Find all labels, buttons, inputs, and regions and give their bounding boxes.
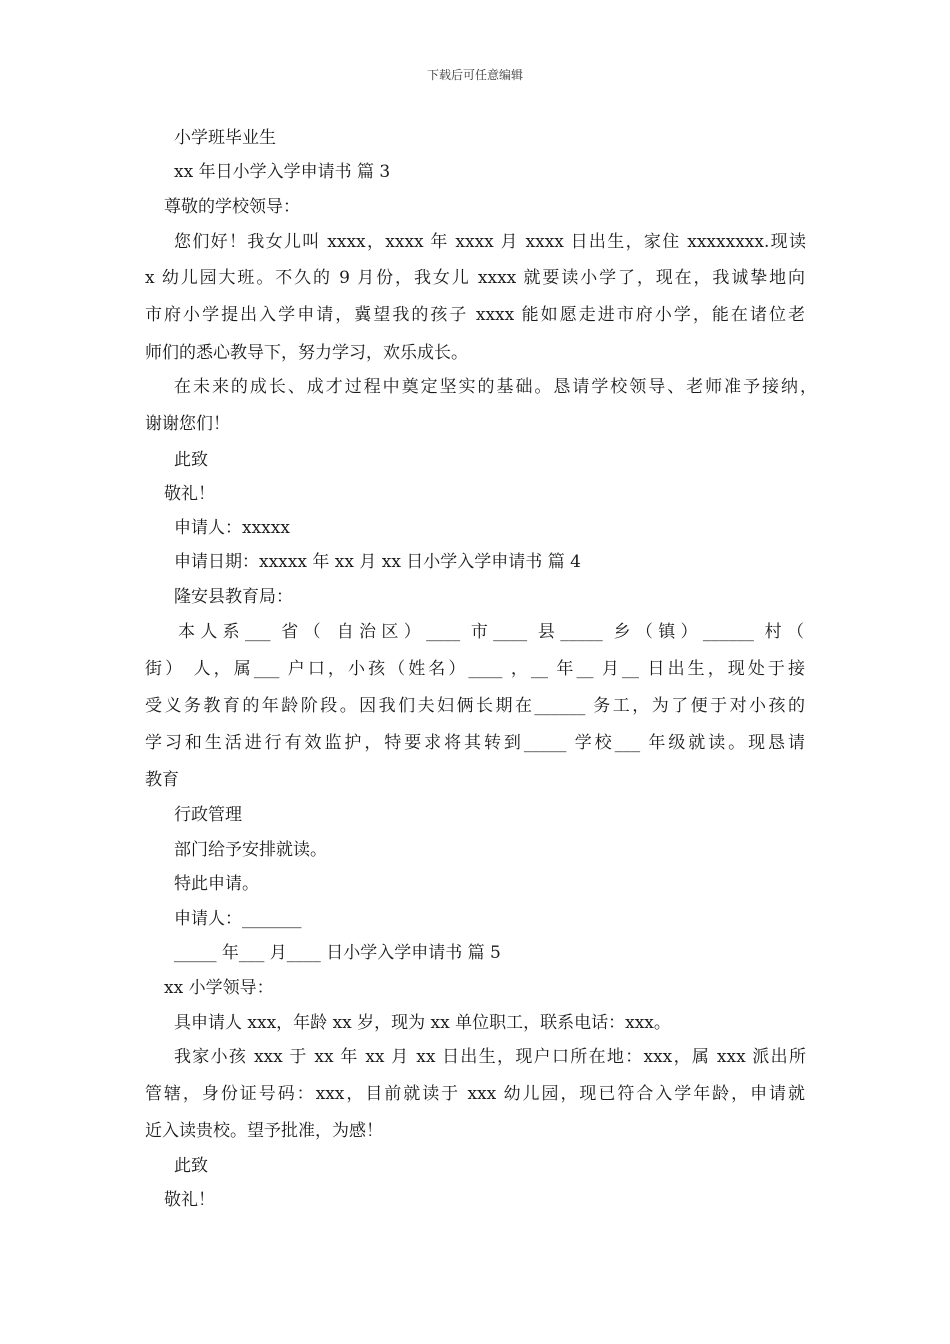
text-line: _____ 年___ 月____ 日小学入学申请书 篇 5 (174, 943, 501, 963)
text-line: 我家小孩 xxx 于 xx 年 xx 月 xx 日出生，现户口所在地：xxx，属 xxx 派出所 (174, 1047, 806, 1067)
text-line: 申请人：_______ (174, 909, 302, 929)
text-line: 师们的悉心教导下，努力学习，欢乐成长。 (145, 343, 468, 363)
text-line: 本人系___ 省（ 自治区）____ 市____ 县_____ 乡（镇）______ 村（ (178, 622, 804, 642)
text-line: 敬礼！ (164, 484, 215, 504)
text-line: 市府小学提出入学申请，冀望我的孩子 xxxx 能如愿走进市府小学，能在诸位老 (145, 305, 805, 325)
text-line: 申请人：xxxxx (174, 518, 290, 538)
text-line: 受义务教育的年龄阶段。因我们夫妇俩长期在______ 务工，为了便于对小孩的 (145, 696, 805, 716)
text-line: xx 小学领导： (164, 978, 274, 998)
text-line: 隆安县教育局： (174, 587, 293, 607)
text-line: 此致 (174, 450, 208, 470)
text-line: 申请日期：xxxxx 年 xx 月 xx 日小学入学申请书 篇 4 (174, 552, 581, 572)
text-line: 小学班毕业生 (174, 128, 276, 148)
text-line: 学习和生活进行有效监护，特要求将其转到_____ 学校___ 年级就读。现恳请 (145, 733, 805, 753)
text-line: xx 年日小学入学申请书 篇 3 (174, 162, 391, 182)
text-line: 街） 人，属___ 户口，小孩（姓名）____ ，__ 年__ 月__ 日出生，现处于接 (145, 659, 805, 679)
text-line: 教育 (145, 770, 179, 790)
text-line: 谢谢您们！ (145, 414, 230, 434)
text-line: 在未来的成长、成才过程中奠定坚实的基础。恳请学校领导、老师准予接纳， (174, 377, 817, 397)
text-line: 具申请人 xxx，年龄 xx 岁，现为 xx 单位职工，联系电话：xxx。 (174, 1013, 671, 1033)
text-line: 管辖，身份证号码：xxx，目前就读于 xxx 幼儿园，现已符合入学年龄，申请就 (145, 1084, 805, 1104)
text-line: 特此申请。 (174, 874, 259, 894)
text-line: 敬礼！ (164, 1190, 215, 1210)
text-line: 此致 (174, 1156, 208, 1176)
text-line: 行政管理 (174, 805, 242, 825)
text-line: 您们好！我女儿叫 xxxx，xxxx 年 xxxx 月 xxxx 日出生，家住 xxxxxxxx.现读 (174, 232, 806, 252)
text-line: 近入读贵校。望予批准，为感！ (145, 1121, 383, 1141)
text-line: 部门给予安排就读。 (174, 840, 327, 860)
page-header: 下载后可任意编辑 (426, 68, 523, 82)
text-line: 尊敬的学校领导： (164, 197, 300, 217)
text-line: x 幼儿园大班。不久的 9 月份，我女儿 xxxx 就要读小学了，现在，我诚挚地向 (145, 268, 805, 288)
